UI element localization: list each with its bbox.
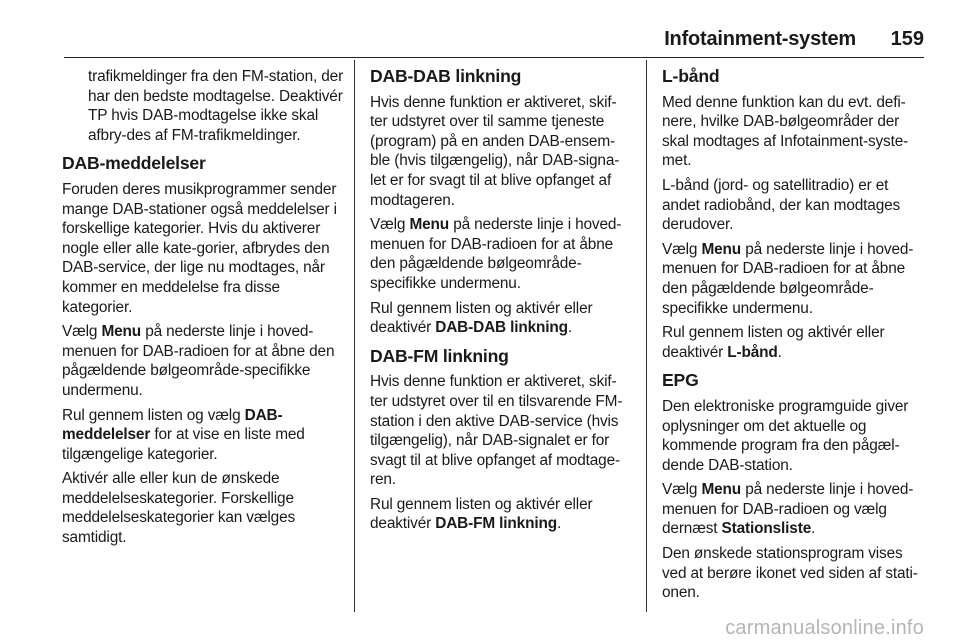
- paragraph: Vælg Menu på nederste linje i hoved-menuen for DAB-radioen for at åbne den pågældende bølgeområde-specifikke undermenu.: [370, 216, 622, 292]
- page-title: Infotainment-system: [664, 28, 856, 50]
- menu-term: Menu: [409, 216, 450, 234]
- column-1: [62, 60, 344, 612]
- paragraph: Med denne funktion kan du evt. defi-nere, hvilke DAB-bølgeområder der skal modtages af Infotainment-syste-met.: [662, 93, 909, 170]
- paragraph: Den elektroniske programguide giver oplysninger om det aktuelle og kommende program fra den pågæl-dende DAB-station.: [662, 397, 909, 474]
- paragraph: Hvis denne funktion er aktiveret, skif-ter udstyret over til samme tjeneste (program) på en anden DAB-ensem-ble (hvis tilgængelig), når DAB-signa-let er for svagt til at blive opfanget af modtageren.: [370, 93, 620, 209]
- paragraph: Vælg Menu på nederste linje i hoved-menuen for DAB-radioen og vælg dernæst Stationsliste.: [662, 481, 914, 538]
- paragraph: Foruden deres musikprogrammer sender mange DAB-stationer også meddelelser i forskellige kategorier. Hvis du aktiverer nogle eller alle kate-gorier, afbrydes den DAB-service, der lige nu modtages, når kommer en meddelelse fra disse kategorier.: [62, 180, 337, 316]
- bold-term: Stationsliste: [721, 520, 812, 538]
- continued-paragraph: trafikmeldinger fra den FM-station, der har den bedste modtagelse. Deaktivér TP hvis DAB-modtagelse ikke skal afbry-des af FM-trafikmeldinger.: [88, 68, 344, 144]
- paragraph: Vælg Menu på nederste linje i hoved-menuen for DAB-radioen for at åbne den pågældende bølgeområde-specifikke undermenu.: [62, 323, 335, 399]
- column-3: [662, 60, 926, 612]
- paragraph: L-bånd (jord- og satellitradio) er et andet radiobånd, der kan modtages derudover.: [662, 176, 901, 234]
- menu-term: Menu: [701, 240, 742, 258]
- section-title-dab-dab: DAB-DAB linkning: [370, 66, 522, 86]
- column-divider-1: [354, 60, 355, 612]
- section-title-dab-meddelelser: DAB-meddelelser: [62, 153, 206, 174]
- menu-term: Menu: [701, 481, 742, 499]
- paragraph: Aktivér alle eller kun de ønskede meddelelseskategorier. Forskellige meddelelseskategorier kan vælges samtidigt.: [62, 470, 296, 547]
- paragraph: Rul gennem listen og aktivér eller deaktivér DAB-FM linkning.: [370, 495, 593, 533]
- header-divider: [64, 57, 924, 58]
- paragraph: Den ønskede stationsprogram vises ved at berøre ikonet ved siden af stati-onen.: [662, 545, 918, 602]
- paragraph: Rul gennem listen og aktivér eller deaktivér L-bånd.: [662, 324, 885, 361]
- bold-term: DAB-FM linkning: [435, 515, 557, 533]
- paragraph: Hvis denne funktion er aktiveret, skif-ter udstyret over til en tilsvarende FM-station i den aktive DAB-service (hvis tilgængelig), når DAB-signalet er for svagt til at blive opfanget af modtage-ren.: [370, 373, 623, 489]
- section-title-dab-fm: DAB-FM linkning: [370, 345, 509, 366]
- section-title-epg: EPG: [662, 370, 699, 391]
- paragraph: Rul gennem listen og vælg DAB-meddelelser for at vise en liste med tilgængelige kategorier.: [62, 406, 305, 463]
- column-divider-2: [646, 60, 647, 612]
- section-title-l-band: L-bånd: [662, 66, 720, 86]
- column-2: [370, 60, 632, 612]
- bold-term: L-bånd: [727, 343, 778, 361]
- menu-term: Menu: [101, 323, 142, 341]
- bold-term: DAB-meddelelser: [62, 406, 283, 444]
- paragraph: Rul gennem listen og aktivér eller deaktivér DAB-DAB linkning.: [370, 299, 593, 337]
- page-number: 159: [890, 28, 924, 50]
- bold-term: DAB-DAB linkning: [435, 319, 568, 337]
- paragraph: Vælg Menu på nederste linje i hoved-menuen for DAB-radioen for at åbne den pågældende bølgeområde-specifikke undermenu.: [662, 240, 914, 317]
- page-header: [0, 0, 960, 60]
- watermark: carmanualsonline.info: [725, 617, 924, 639]
